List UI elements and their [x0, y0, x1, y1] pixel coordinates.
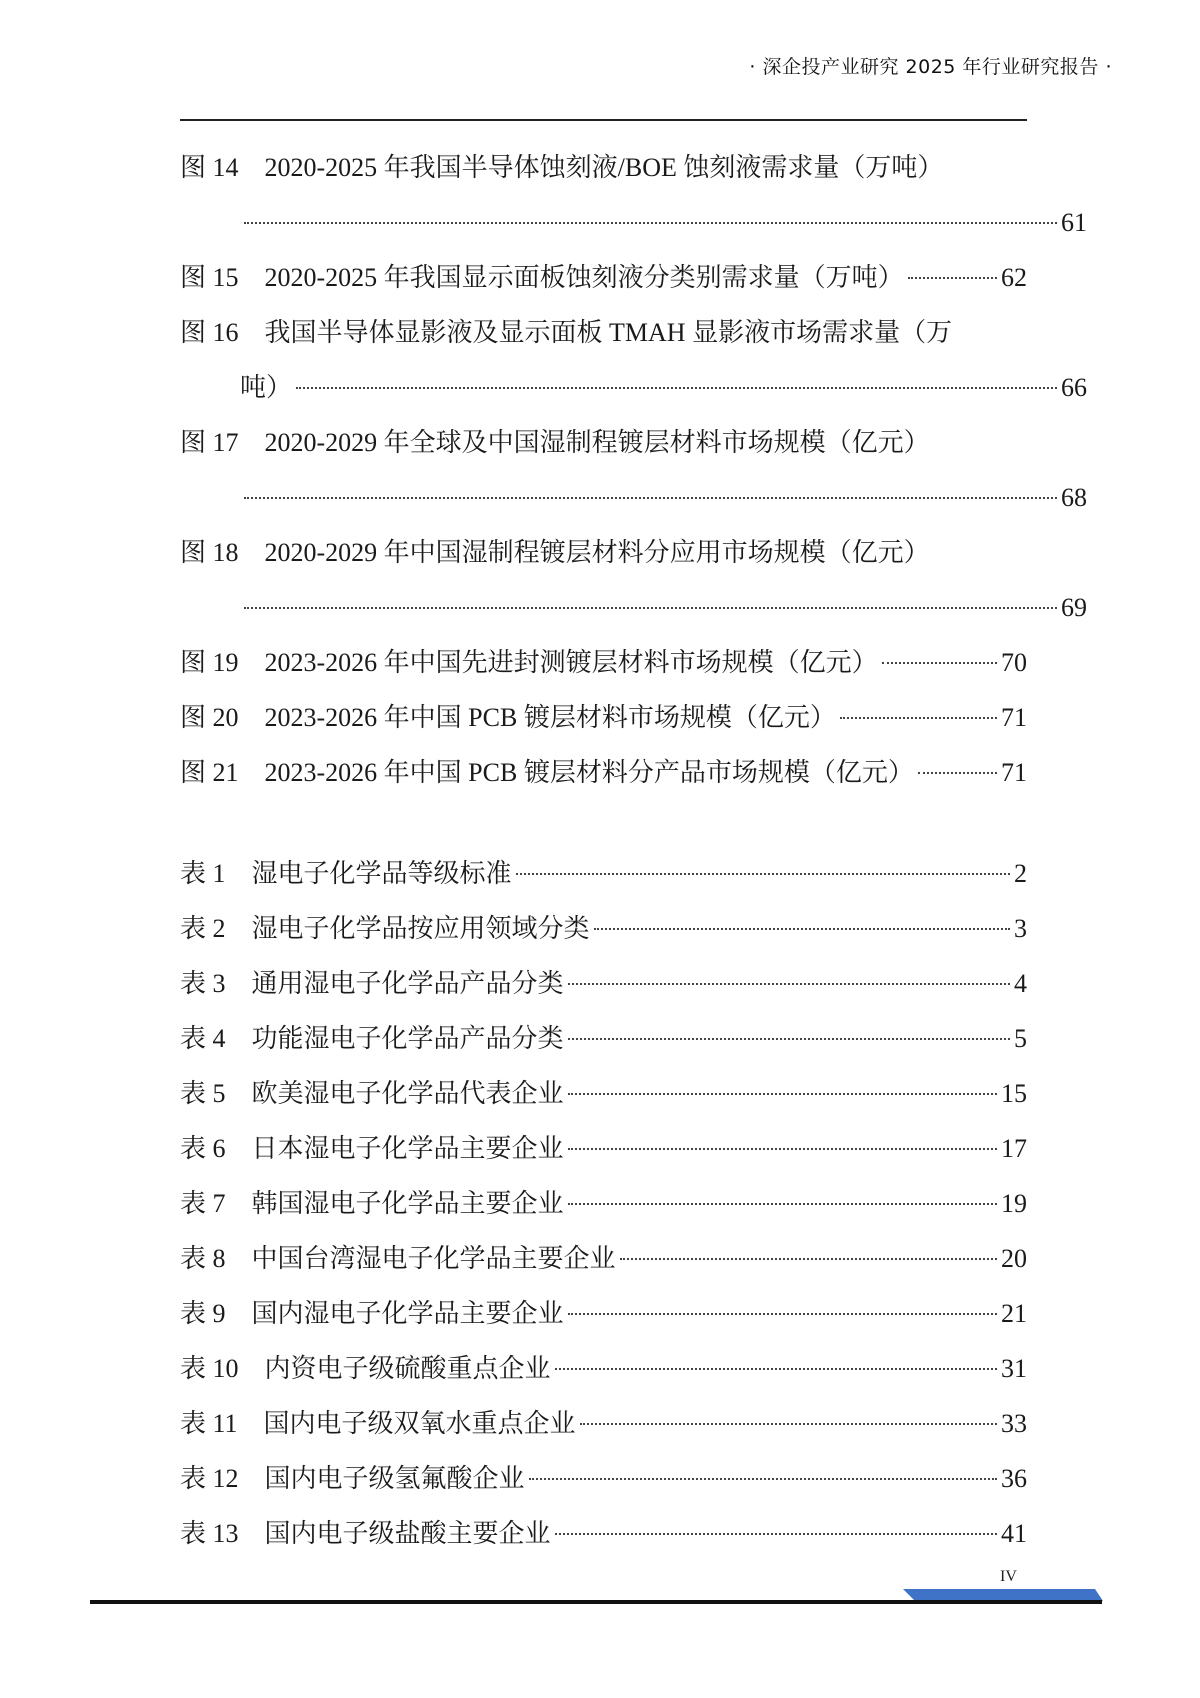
entry-label: 表 4 [180, 1024, 226, 1053]
dot-leader [568, 1313, 997, 1315]
entry-title: 国内电子级双氧水重点企业 [263, 1409, 576, 1438]
entry-title: 2020-2025 年我国半导体蚀刻液/BOE 蚀刻液需求量（万吨） [264, 153, 944, 182]
toc-entry-figure-20[interactable] [180, 690, 1027, 745]
toc-entry-figure-15[interactable] [180, 250, 1027, 305]
toc-entry-table-7[interactable] [180, 1176, 1027, 1231]
entry-label: 表 12 [180, 1464, 239, 1493]
entry-page: 19 [1001, 1189, 1027, 1218]
entry-label: 表 7 [180, 1189, 226, 1218]
entry-label: 图 18 [180, 538, 239, 567]
dot-leader [296, 387, 1057, 389]
entry-title: 韩国湿电子化学品主要企业 [251, 1189, 564, 1218]
entry-title: 中国台湾湿电子化学品主要企业 [251, 1244, 616, 1273]
dot-leader [580, 1423, 997, 1425]
entry-label: 表 6 [180, 1134, 226, 1163]
entry-page: 3 [1014, 914, 1027, 943]
toc-entry-table-11[interactable] [180, 1396, 1027, 1451]
entry-title: 功能湿电子化学品产品分类 [251, 1024, 564, 1053]
entry-page: 61 [1061, 208, 1087, 237]
dot-leader [516, 873, 1010, 875]
dot-leader [594, 928, 1010, 930]
entry-title: 通用湿电子化学品产品分类 [251, 969, 564, 998]
entry-label: 表 1 [180, 859, 226, 888]
toc-entry-table-1[interactable] [180, 846, 1027, 901]
entry-label: 图 15 [180, 263, 239, 292]
toc-entry-figure-19[interactable] [180, 635, 1027, 690]
entry-page: 66 [1061, 373, 1087, 402]
toc-entry-table-3[interactable] [180, 956, 1027, 1011]
dot-leader [840, 717, 997, 719]
entry-page: 68 [1061, 483, 1087, 512]
toc-entry-table-12[interactable] [180, 1451, 1027, 1506]
entry-title: 欧美湿电子化学品代表企业 [251, 1079, 564, 1108]
dot-leader [908, 277, 997, 279]
entry-label: 图 17 [180, 428, 239, 457]
entry-label: 图 21 [180, 758, 239, 787]
running-header: · 深企投产业研究 2025 年行业研究报告 · [749, 56, 1112, 78]
dot-leader [244, 222, 1057, 224]
toc-entry-table-10[interactable] [180, 1341, 1027, 1396]
entry-page: 33 [1001, 1409, 1027, 1438]
entry-title: 我国半导体显影液及显示面板 TMAH 显影液市场需求量（万 [264, 318, 953, 347]
entry-page: 17 [1001, 1134, 1027, 1163]
dot-leader [568, 1148, 997, 1150]
dot-leader [620, 1258, 997, 1260]
entry-label: 图 19 [180, 648, 239, 677]
entry-label: 表 9 [180, 1299, 226, 1328]
table-of-contents [180, 140, 1087, 1561]
toc-entry-figure-17[interactable] [180, 415, 1087, 525]
section-gap [180, 800, 1027, 846]
dot-leader [568, 1093, 997, 1095]
footer-divider [90, 1600, 1102, 1604]
entry-label: 表 10 [180, 1354, 239, 1383]
dot-leader [244, 497, 1057, 499]
entry-page: 62 [1001, 263, 1027, 292]
entry-page: 4 [1014, 969, 1027, 998]
entry-page: 36 [1001, 1464, 1027, 1493]
entry-label: 表 11 [180, 1409, 238, 1438]
entry-title: 2023-2026 年中国 PCB 镀层材料分产品市场规模（亿元） [264, 758, 914, 787]
toc-entry-table-8[interactable] [180, 1231, 1027, 1286]
toc-entry-figure-21[interactable] [180, 745, 1027, 800]
dot-leader [882, 662, 997, 664]
dot-leader [555, 1533, 997, 1535]
entry-title: 国内电子级氢氟酸企业 [264, 1464, 525, 1493]
entry-label: 表 5 [180, 1079, 226, 1108]
entry-title: 2023-2026 年中国 PCB 镀层材料市场规模（亿元） [264, 703, 836, 732]
entry-page: 69 [1061, 593, 1087, 622]
entry-page: 41 [1001, 1519, 1027, 1548]
entry-page: 15 [1001, 1079, 1027, 1108]
entry-page: 71 [1001, 758, 1027, 787]
entry-page: 71 [1001, 703, 1027, 732]
dot-leader [555, 1368, 997, 1370]
dot-leader [568, 1038, 1010, 1040]
entry-label: 表 13 [180, 1519, 239, 1548]
entry-page: 20 [1001, 1244, 1027, 1273]
toc-entry-table-4[interactable] [180, 1011, 1027, 1066]
entry-title: 国内湿电子化学品主要企业 [251, 1299, 564, 1328]
entry-title: 湿电子化学品按应用领域分类 [251, 914, 590, 943]
entry-label: 表 2 [180, 914, 226, 943]
entry-title-continued: 吨） [240, 373, 293, 402]
toc-entry-figure-14[interactable] [180, 140, 1087, 250]
dot-leader [244, 607, 1057, 609]
entry-label: 表 8 [180, 1244, 226, 1273]
entry-title: 2020-2029 年全球及中国湿制程镀层材料市场规模（亿元） [264, 428, 930, 457]
dot-leader [568, 1203, 997, 1205]
dot-leader [568, 983, 1010, 985]
toc-entry-figure-18[interactable] [180, 525, 1087, 635]
entry-title: 湿电子化学品等级标准 [251, 859, 512, 888]
entry-page: 21 [1001, 1299, 1027, 1328]
toc-entry-table-13[interactable] [180, 1506, 1027, 1561]
entry-page: 5 [1014, 1024, 1027, 1053]
toc-entry-table-5[interactable] [180, 1066, 1027, 1121]
dot-leader [918, 772, 997, 774]
entry-title: 2020-2029 年中国湿制程镀层材料分应用市场规模（亿元） [264, 538, 930, 567]
entry-title: 2023-2026 年中国先进封测镀层材料市场规模（亿元） [264, 648, 878, 677]
toc-entry-table-6[interactable] [180, 1121, 1027, 1176]
entry-title: 2020-2025 年我国显示面板蚀刻液分类别需求量（万吨） [264, 263, 904, 292]
toc-entry-figure-16[interactable] [180, 305, 1087, 415]
entry-page: 31 [1001, 1354, 1027, 1383]
entry-label: 图 16 [180, 318, 239, 347]
toc-entry-table-9[interactable] [180, 1286, 1027, 1341]
entry-title: 国内电子级盐酸主要企业 [264, 1519, 551, 1548]
entry-page: 70 [1001, 648, 1027, 677]
entry-title: 日本湿电子化学品主要企业 [251, 1134, 564, 1163]
page-number: IV [1000, 1568, 1017, 1585]
entry-title: 内资电子级硫酸重点企业 [264, 1354, 551, 1383]
header-divider [180, 119, 1027, 121]
toc-entry-table-2[interactable] [180, 901, 1027, 956]
dot-leader [529, 1478, 997, 1480]
entry-label: 图 20 [180, 703, 239, 732]
entry-page: 2 [1014, 859, 1027, 888]
entry-label: 图 14 [180, 153, 239, 182]
entry-label: 表 3 [180, 969, 226, 998]
